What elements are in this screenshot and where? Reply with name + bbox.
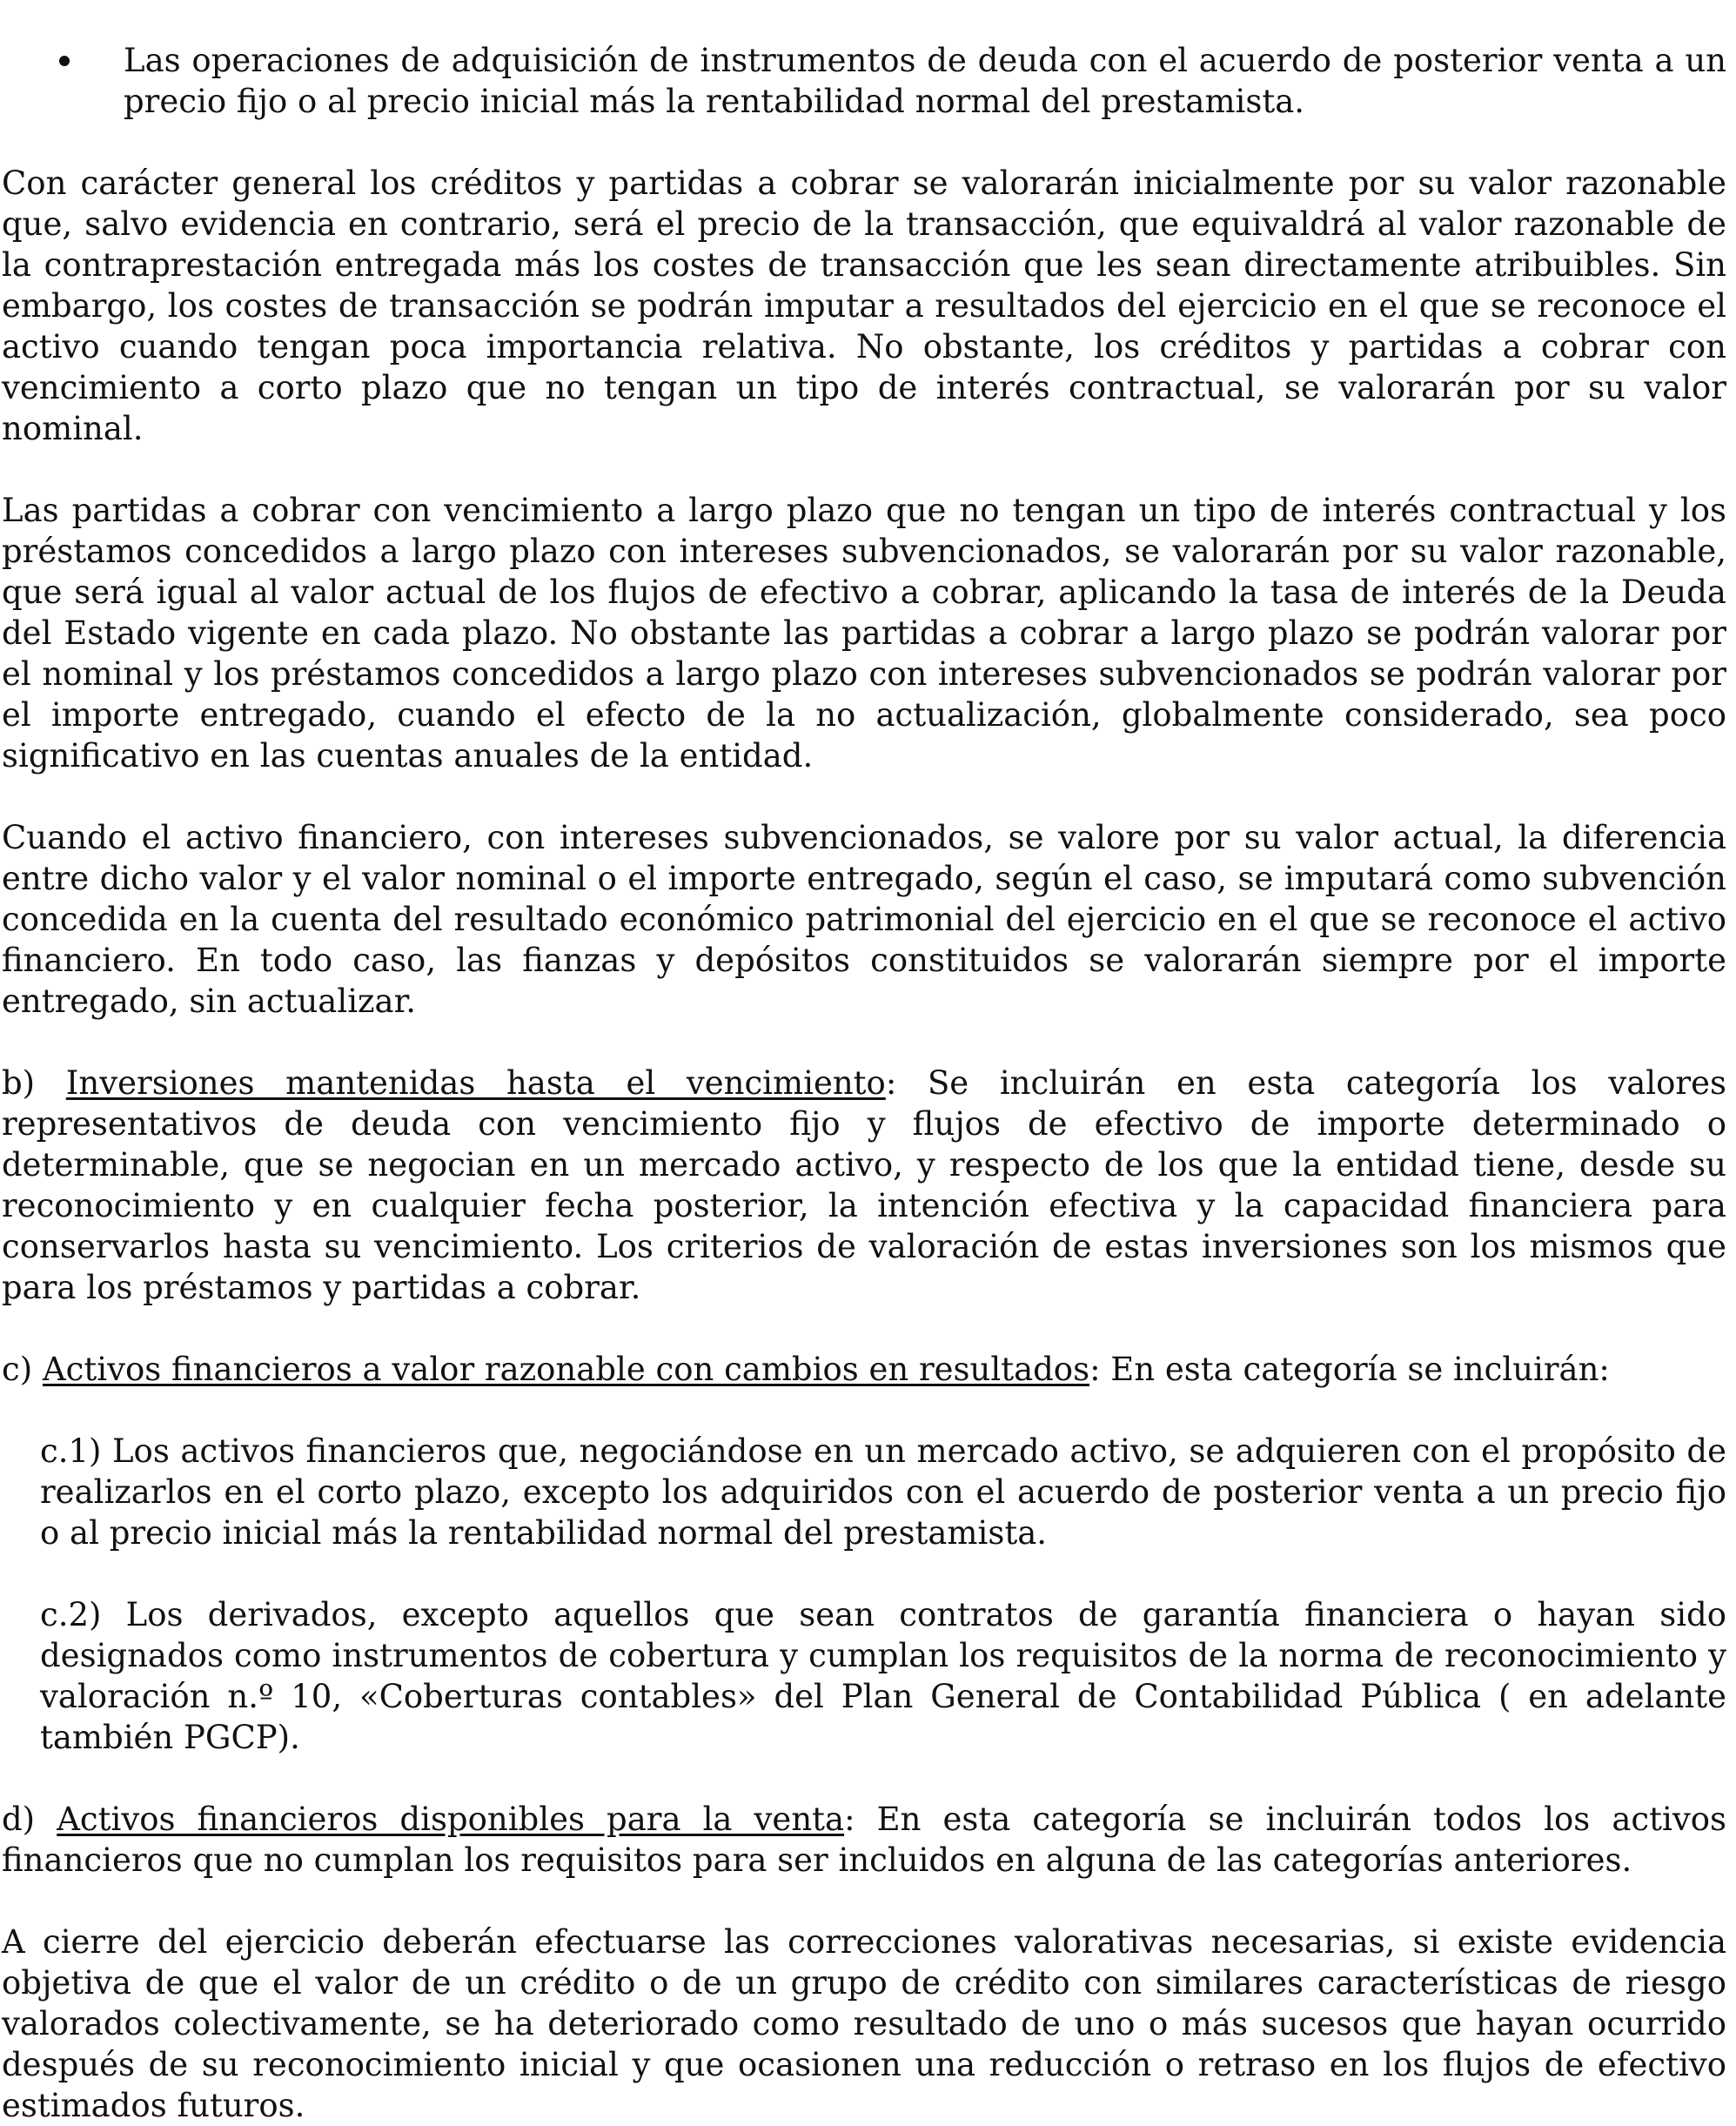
bullet-dot-icon — [59, 56, 70, 66]
section-c-prefix: c) — [2, 1351, 43, 1388]
bullet-list-item — [0, 40, 1726, 122]
section-b-prefix: b) — [2, 1064, 66, 1102]
paragraph-valoracion-inicial: Con carácter general los créditos y partidas a cobrar se valorarán inicialmente por su valor razonable que, salvo evidencia en contrario, será el precio de la transacción, que equivaldrá al valor razonable de la contraprestación entregada más los costes de transacción que les sean directamente atribuibles. Sin embargo, los costes de transacción se podrán imputar a resultados del ejercicio en el que se reconoce el activo cuando tengan poca importancia relativa. No obstante, los créditos y partidas a cobrar con vencimiento a corto plazo que no tengan un tipo de interés contractual, se valorarán por su valor nominal. — [2, 164, 1726, 447]
paragraph-intereses-subvencionados: Cuando el activo financiero, con intereses subvencionados, se valore por su valor actual, la diferencia entre dicho valor y el valor nominal o el importe entregado, según el caso, se imputará como subvención concedida en la cuenta del resultado económico patrimonial del ejercicio en el que se reconoce el activo financiero. En todo caso, las fianzas y depósitos constituidos se valorarán siempre por el importe entregado, sin actualizar. — [2, 819, 1726, 1020]
bullet-text: Las operaciones de adquisición de instrumentos de deuda con el acuerdo de posterior venta a un precio fijo o al precio inicial más la rentabilidad normal del prestamista. — [124, 42, 1726, 120]
section-d-paragraph — [0, 1799, 1726, 1881]
section-c-paragraph — [0, 1349, 1726, 1390]
section-c-body: : En esta categoría se incluirán: — [1089, 1351, 1610, 1388]
section-d-prefix: d) — [2, 1801, 57, 1838]
section-b-body: : Se incluirán en esta categoría los valores representativos de deuda con vencimiento fijo y flujos de efectivo de importe determinado o determinable, que se negocian en un mercado activo, y respecto de los que la entidad tiene, desde su reconocimiento y en cualquier fecha posterior, la intención efectiva y la capacidad financiera para conservarlos hasta su vencimiento. Los criterios de valoración de estas inversiones son los mismos que para los préstamos y partidas a cobrar. — [2, 1064, 1726, 1306]
paragraph-largo-plazo: Las partidas a cobrar con vencimiento a largo plazo que no tengan un tipo de interés contractual y los préstamos concedidos a largo plazo con intereses subvencionados, se valorarán por su valor razonable, que será igual al valor actual de los flujos de efectivo a cobrar, aplicando la tasa de interés de la Deuda del Estado vigente en cada plazo. No obstante las partidas a cobrar a largo plazo se podrán valorar por el nominal y los préstamos concedidos a largo plazo con intereses subvencionados se podrán valorar por el importe entregado, cuando el efecto de la no actualización, globalmente considerado, sea poco significativo en las cuentas anuales de la entidad. — [2, 492, 1726, 775]
document-page — [0, 40, 1736, 2126]
section-d-heading: Activos financieros disponibles para la venta — [57, 1801, 845, 1838]
section-c1-paragraph: c.1) Los activos financieros que, negociándose en un mercado activo, se adquieren con el propósito de realizarlos en el corto plazo, excepto los adquiridos con el acuerdo de posterior venta a un precio fijo o al precio inicial más la rentabilidad normal del prestamista. — [40, 1432, 1726, 1552]
section-b-heading: Inversiones mantenidas hasta el vencimiento — [65, 1064, 886, 1102]
section-b-paragraph — [0, 1063, 1726, 1308]
paragraph-correcciones-valorativas: A cierre del ejercicio deberán efectuarse las correcciones valorativas necesarias, si existe evidencia objetiva de que el valor de un crédito o de un grupo de crédito con similares características de riesgo valorados colectivamente, se ha deteriorado como resultado de uno o más sucesos que hayan ocurrido después de su reconocimiento inicial y que ocasionen una reducción o retraso en los flujos de efectivo estimados futuros. — [2, 1923, 1726, 2124]
section-c2-paragraph: c.2) Los derivados, excepto aquellos que sean contratos de garantía financiera o hayan sido designados como instrumentos de cobertura y cumplan los requisitos de la norma de reconocimiento y valoración n.º 10, «Coberturas contables» del Plan General de Contabilidad Pública ( en adelante también PGCP). — [40, 1596, 1726, 1756]
section-c-heading: Activos financieros a valor razonable con cambios en resultados — [42, 1351, 1090, 1388]
section-d-body: : En esta categoría se incluirán todos los activos financieros que no cumplan los requisitos para ser incluidos en alguna de las categorías anteriores. — [2, 1801, 1726, 1879]
